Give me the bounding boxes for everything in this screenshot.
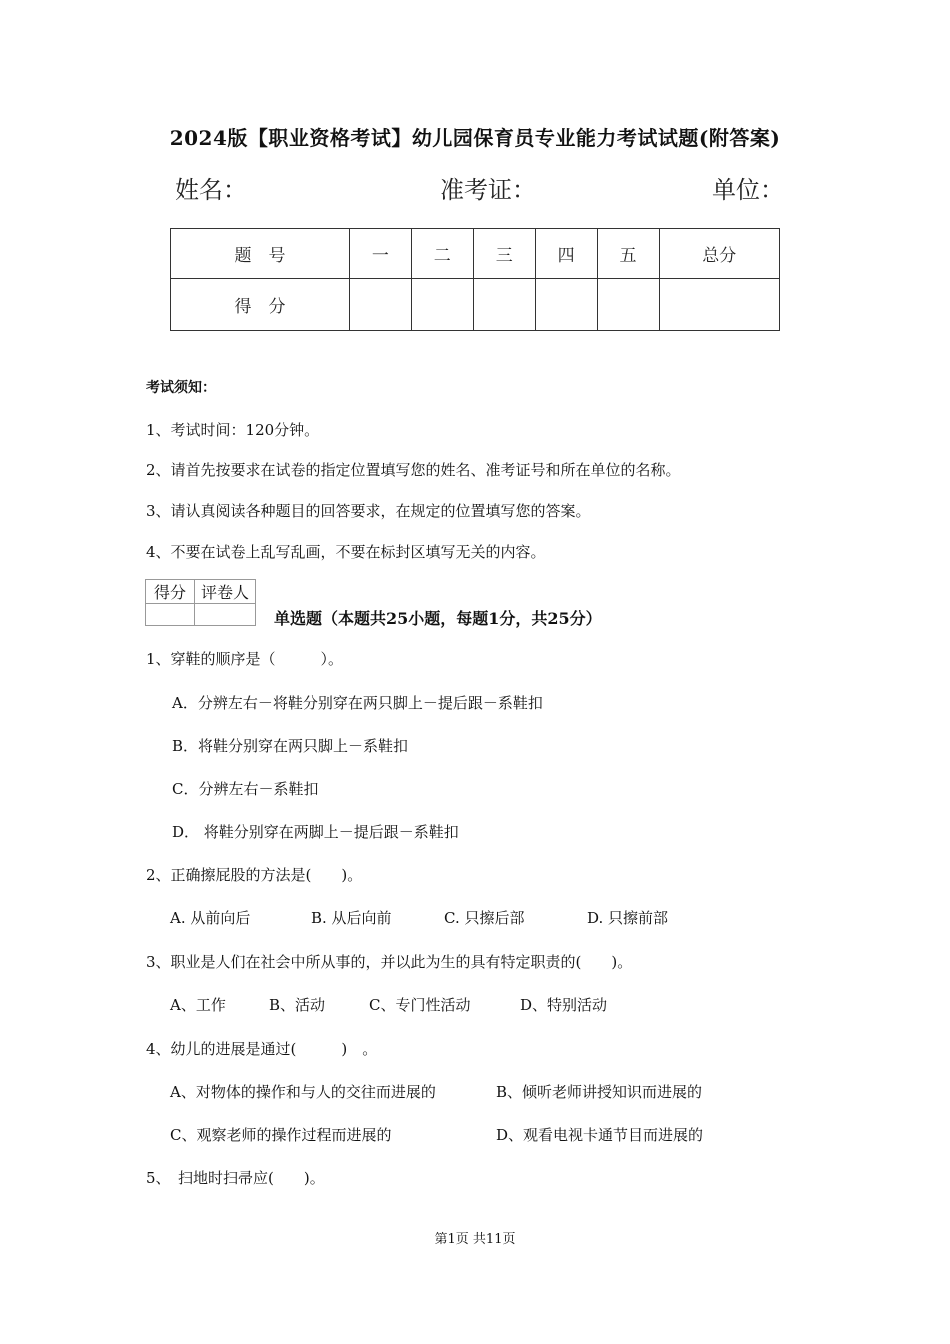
score-table-header-cell: 二 (411, 229, 473, 279)
grader-box-grader-cell[interactable] (195, 604, 256, 626)
question-option: B、倾听老师讲授知识而进展的 (496, 1083, 703, 1101)
page-title: 2024版【职业资格考试】幼儿园保育员专业能力考试试题(附答案) (169, 126, 781, 150)
notice-item: 2、请首先按要求在试卷的指定位置填写您的姓名、准考证号和所在单位的名称。 (146, 461, 681, 479)
section-heading: 单选题（本题共25小题，每题1分，共25分） (274, 609, 602, 628)
question-option: C．分辨左右－系鞋扣 (172, 780, 319, 798)
unit-field-label: 单位： (712, 176, 784, 204)
question-stem: 3、职业是人们在社会中所从事的，并以此为生的具有特定职责的( )。 (146, 953, 633, 971)
question-option: A．分辨左右－将鞋分别穿在两只脚上－提后跟－系鞋扣 (172, 694, 543, 712)
score-table-header-cell: 五 (597, 229, 659, 279)
question-option: C、观察老师的操作过程而进展的 (170, 1126, 392, 1144)
notice-item: 1、考试时间：120分钟。 (146, 421, 320, 439)
score-cell[interactable] (659, 279, 779, 331)
score-table (170, 228, 780, 331)
exam-id-field-label: 准考证： (440, 176, 536, 204)
score-table-header-row (171, 229, 780, 279)
question-stem: 4、幼儿的进展是通过( ) 。 (146, 1040, 378, 1058)
score-cell[interactable] (473, 279, 535, 331)
question-option: D． 将鞋分别穿在两脚上－提后跟－系鞋扣 (172, 823, 459, 841)
question-option: B、活动 (269, 996, 326, 1014)
question-option: C. 只擦后部 (444, 909, 525, 927)
score-table-header-cell: 总分 (659, 229, 779, 279)
grader-box-score-cell[interactable] (146, 604, 195, 626)
question-option: D、特别活动 (520, 996, 608, 1014)
grader-box-grader-label: 评卷人 (195, 580, 256, 604)
question-option: A、对物体的操作和与人的交往而进展的 (170, 1083, 436, 1101)
score-cell[interactable] (597, 279, 659, 331)
score-cell[interactable] (535, 279, 597, 331)
question-option: D. 只擦前部 (587, 909, 669, 927)
score-table-header-cell: 一 (349, 229, 411, 279)
grader-box-score-label: 得分 (146, 580, 195, 604)
question-option: A. 从前向后 (170, 909, 251, 927)
page-footer: 第1页 共11页 (434, 1232, 516, 1247)
question-stem: 2、正确擦屁股的方法是( )。 (146, 866, 363, 884)
question-option: D、观看电视卡通节目而进展的 (496, 1126, 704, 1144)
question-option: A、工作 (170, 996, 226, 1014)
question-option: B．将鞋分别穿在两只脚上－系鞋扣 (172, 737, 409, 755)
grader-box (145, 579, 256, 626)
score-table-header-cell: 三 (473, 229, 535, 279)
score-cell[interactable] (349, 279, 411, 331)
notice-item: 4、不要在试卷上乱写乱画，不要在标封区填写无关的内容。 (146, 543, 546, 561)
score-cell[interactable] (411, 279, 473, 331)
score-row-label: 得 分 (171, 279, 350, 331)
question-stem: 5、 扫地时扫帚应( )。 (146, 1169, 325, 1187)
score-table-header-cell: 四 (535, 229, 597, 279)
score-table-header-cell: 题 号 (171, 229, 350, 279)
score-table-score-row (171, 279, 780, 331)
question-option: C、专门性活动 (369, 996, 471, 1014)
question-option: B. 从后向前 (311, 909, 392, 927)
notice-heading: 考试须知： (146, 380, 216, 396)
question-stem: 1、穿鞋的顺序是（ ）。 (146, 650, 344, 668)
name-field-label: 姓名： (175, 176, 247, 204)
notice-item: 3、请认真阅读各种题目的回答要求，在规定的位置填写您的答案。 (146, 502, 591, 520)
